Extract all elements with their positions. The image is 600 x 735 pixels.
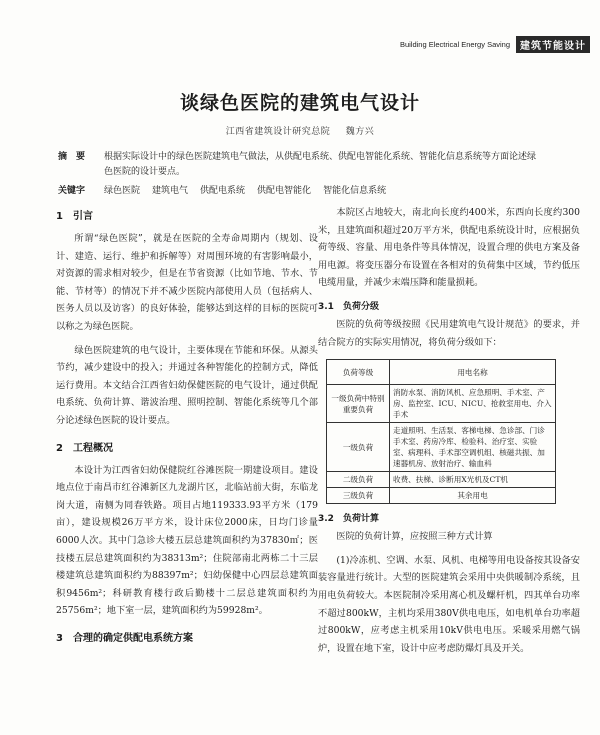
- table-header-row: [327, 360, 556, 385]
- header-chinese: 建筑节能设计: [516, 36, 590, 53]
- keyword: 供配电智能化: [257, 186, 312, 196]
- table-cell-level: 三级负荷: [327, 488, 390, 504]
- load-calc-paragraph-2: (1)冷冻机、空调、水泵、风机、电梯等用电设备按其设备安装容量进行统计。大型的医院建筑会采用中央供暖制冷系统，且用电负荷较大。本医院制冷采用离心机及螺杆机，四其单台功率不超过800kW，主机均采用380V供电电压，如电机单台功率超过800kW，应考虑主机采用10kV供电电压。采暖采用燃气锅炉，设置在地下室，设计中应考虑防爆灯具及开关。: [318, 554, 580, 654]
- table-cell-equipment: 其余用电: [390, 488, 556, 504]
- overview-paragraph: 本设计为江西省妇幼保健院红谷滩医院一期建设项目。建设地点位于南昌市红谷滩新区九龙湖片区，北临站前大街，东临龙岗大道，南侧为同春铁路。项目占地119333.93平方米（179亩），建设规模26万平方米，设计床位2000床，日均门诊量6000人次。其中门急诊大楼五层总建筑面积约为37830㎡；医技楼五层总建筑面积约为38313m²；住院部南北两栋二十三层楼建筑总建筑面积约为88397m²；妇幼保健中心四层总建筑面积9456m²；科研教育楼行政后勤楼十二层总建筑面积约为25756m²；地下室一层，建筑面积约为59928m²。: [56, 464, 318, 617]
- intro-paragraph-1: 所谓“绿色医院”，就是在医院的全寿命周期内（规划、设计、建造、运行、维护和拆解等）对周围环境的有害影响最小，对资源的需求相对较少，但是在节省资源（比如节地、节水、节能、节材等）的情况下并不减少医院内部使用人员（包括病人、医务人员以及访客）的良好体验，能够达到这样的目标的医院可以称之为绿色医院。: [56, 233, 318, 332]
- load-class-table: [326, 359, 556, 504]
- subsection-heading-load-class: 3.1 负荷分级: [318, 301, 379, 312]
- subsection-heading-load-calc: 3.2 负荷计算: [318, 514, 379, 525]
- table-cell-level: 一级负荷中特别重要负荷: [327, 385, 390, 423]
- keyword: 建筑电气: [152, 186, 189, 196]
- keywords-list: [104, 184, 544, 199]
- keyword: 智能化信息系统: [323, 186, 387, 196]
- section-heading-supply: 3 合理的确定供配电系统方案: [56, 632, 193, 644]
- table-row: [327, 488, 556, 504]
- table-cell-equipment: 消防水泵、消防风机、应急照明、手术室、产房、监控室、ICU、NICU、抢救室用电、介入手术: [390, 385, 556, 423]
- table-cell-level: 二级负荷: [327, 472, 390, 488]
- left-column: [56, 204, 318, 652]
- table-cell-equipment: 走道照明、生活泵、客梯电梯、急诊部、门诊手术室、药房冷库、检验科、治疗室、实验室、病理科、手术部空调机组、核磁共振、加速器机房、放射治疗、输血科: [390, 423, 556, 472]
- keywords-label: 关键字: [58, 186, 86, 196]
- keywords: [58, 184, 548, 199]
- table-row: [327, 385, 556, 423]
- section-heading-intro: 1 引言: [56, 211, 93, 222]
- affiliation-line: [0, 124, 600, 137]
- running-header: [360, 36, 590, 52]
- supply-paragraph: 本院区占地较大，南北向长度约400米，东西向长度约300米，且建筑面积超过20万平方米，供配电系统设计时，应根据负荷等级、容量、用电条件等具体情况，设置合理的供电方案及备用电源。将变压器分布设置在各相对的负荷集中区域，节约低压电缆用量，并减少末端压降和能量损耗。: [318, 207, 580, 289]
- load-calc-paragraph-1: 医院的负荷计算，应按照三种方式计算: [336, 531, 493, 543]
- table-row: [327, 472, 556, 488]
- load-class-paragraph: 医院的负荷等级按照《民用建筑电气设计规范》的要求，并结合院方的实际实用情况，将负荷分级如下：: [318, 318, 580, 348]
- author: 魏方兴: [345, 127, 375, 137]
- table-row: [327, 423, 556, 472]
- right-column: [318, 204, 580, 663]
- article-title: 谈绿色医院的建筑电气设计: [179, 92, 420, 114]
- header-english: Building Electrical Energy Saving: [399, 39, 510, 49]
- abstract-label: 摘 要: [58, 152, 86, 162]
- keyword: 绿色医院: [104, 186, 141, 196]
- intro-paragraph-2: 绿色医院建筑的电气设计，主要体现在节能和环保。从源头节约，减少建设中的投入；并通过各种智能化的控制方式，降低运行费用。本文结合江西省妇幼保健医院的电气设计，通过供配电系统、负荷计算、谐波治理、照明控制、智能化系统等几个部分论述绿色医院的设计要点。: [56, 344, 318, 426]
- table-cell-level: 一级负荷: [327, 423, 390, 472]
- table-cell-equipment: 收费、扶梯、诊断用X光机及CT机: [390, 472, 556, 488]
- table-header-equipment: 用电名称: [390, 360, 556, 385]
- section-heading-overview: 2 工程概况: [56, 442, 113, 454]
- table-header-level: 负荷等级: [327, 360, 390, 385]
- affiliation: 江西省建筑设计研究总院: [225, 127, 331, 137]
- abstract: [58, 150, 548, 180]
- keyword: 供配电系统: [200, 186, 246, 196]
- abstract-text: 根据实际设计中的绿色医院建筑电气做法，从供配电系统、供配电智能化系统、智能化信息系统等方面论述绿色医院的设计要点。: [104, 152, 537, 177]
